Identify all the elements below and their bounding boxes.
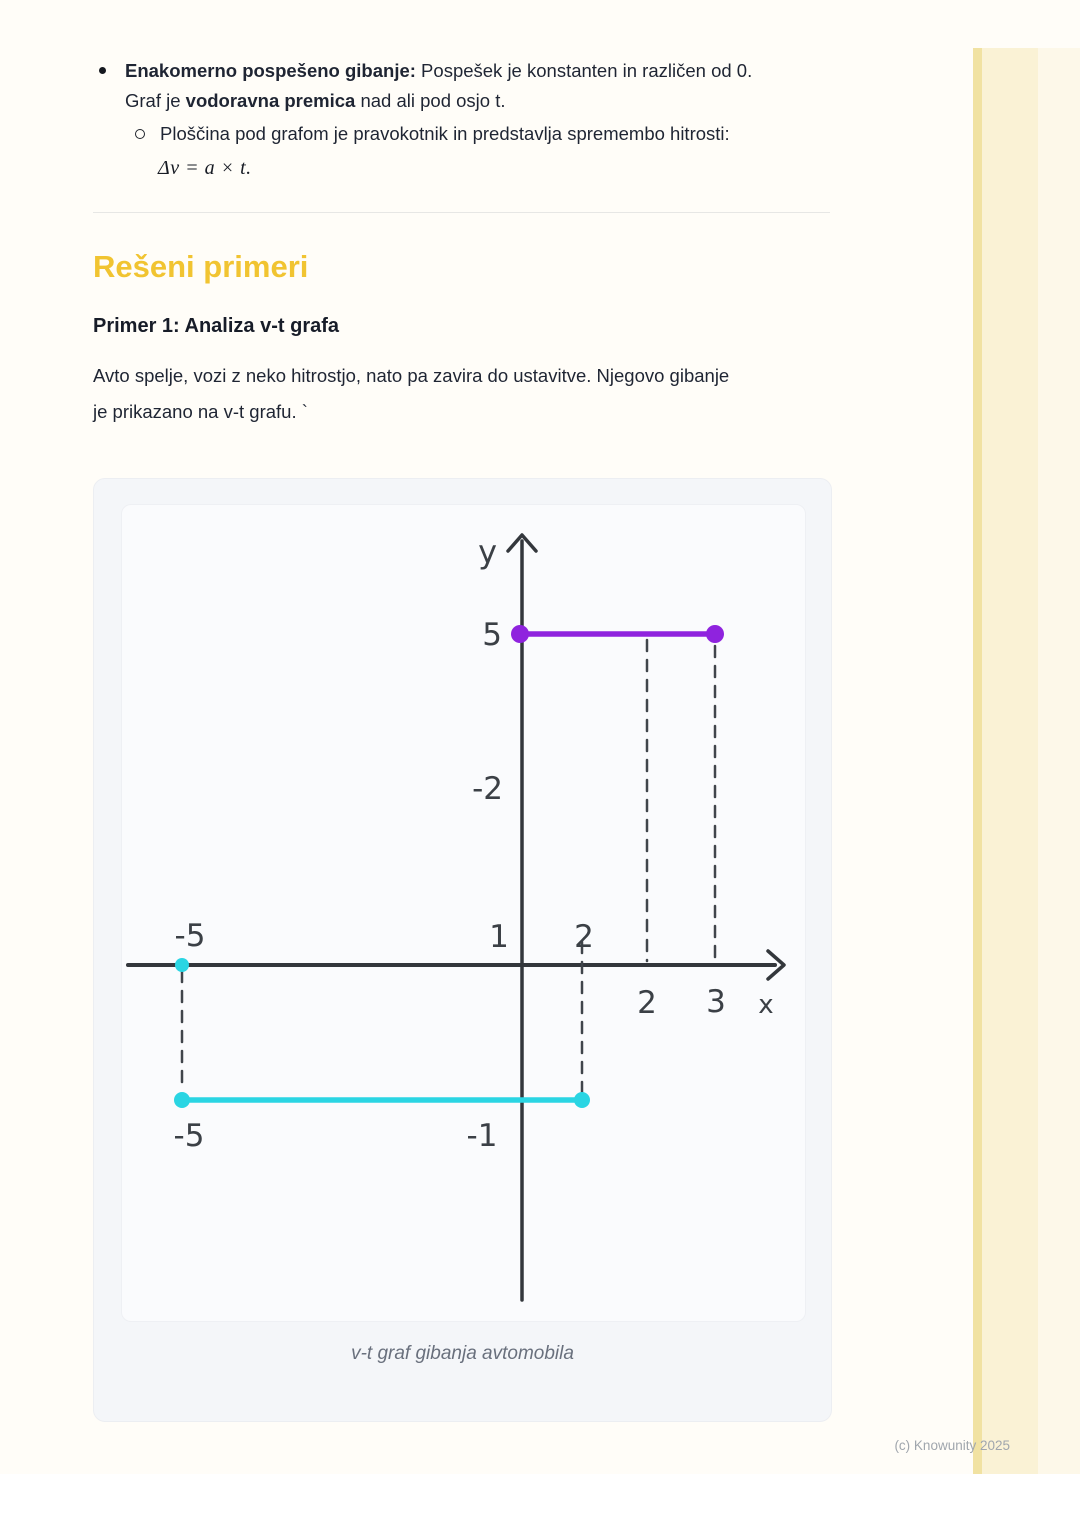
svg-text:-1: -1 (466, 1118, 498, 1154)
graph-card (93, 478, 832, 1422)
svg-text:-2: -2 (472, 771, 503, 807)
list-item-line1 (125, 56, 752, 86)
list-item-text (125, 56, 752, 116)
line1-rest: Pospešek je konstanten in različen od 0. (415, 60, 753, 81)
graph-caption: v-t graf gibanja avtomobila (351, 1343, 574, 1364)
section-heading: Rešeni primeri (93, 249, 309, 284)
svg-text:-5: -5 (174, 918, 206, 954)
svg-text:2: 2 (574, 919, 594, 955)
svg-text:1: 1 (489, 919, 509, 955)
bullet-marker-cell (93, 56, 125, 116)
side-highlight-band (982, 48, 1038, 1474)
svg-text:y: y (478, 533, 497, 571)
svg-text:5: 5 (482, 617, 502, 653)
formula-row (93, 157, 830, 180)
svg-text:-5: -5 (173, 1118, 205, 1154)
graph-panel (121, 504, 806, 1322)
copyright-notice: (c) Knowunity 2025 (894, 1438, 1010, 1453)
sub-list-item-text: Ploščina pod grafom je pravokotnik in predstavlja spremembo hitrosti: (160, 123, 730, 144)
sub-bullet-marker-cell (93, 120, 160, 148)
paragraph-line: Avto spelje, vozi z neko hitrostjo, nato pa zavira do ustavitve. Njegovo gibanje (93, 365, 730, 386)
section-divider (93, 212, 830, 213)
list-item (93, 56, 830, 116)
bullet-list (93, 56, 830, 180)
svg-text:2: 2 (637, 985, 657, 1021)
vt-graph-svg (122, 505, 805, 1321)
list-item-line2 (125, 86, 752, 116)
side-highlight-band-fade (1038, 48, 1080, 1474)
bold-term: vodoravna premica (185, 90, 356, 111)
example-title: Primer 1: Analiza v-t grafa (93, 315, 340, 337)
side-highlight-stripe (973, 48, 982, 1474)
bold-term: Enakomerno pospešeno gibanje: (125, 60, 416, 81)
formula-text: Δv = a × t. (158, 157, 252, 179)
svg-text:x: x (758, 990, 774, 1020)
sub-list-item (93, 120, 830, 148)
paragraph-line: je prikazano na v-t grafu. ` (93, 401, 308, 422)
bullet-icon (99, 67, 106, 74)
example-paragraph (93, 358, 729, 430)
page-bottom-strip (0, 1474, 1080, 1528)
line2-post: nad ali pod osjo t. (355, 90, 506, 111)
circle-bullet-icon (135, 129, 145, 139)
svg-text:3: 3 (706, 984, 726, 1020)
line2-pre: Graf je (125, 90, 186, 111)
